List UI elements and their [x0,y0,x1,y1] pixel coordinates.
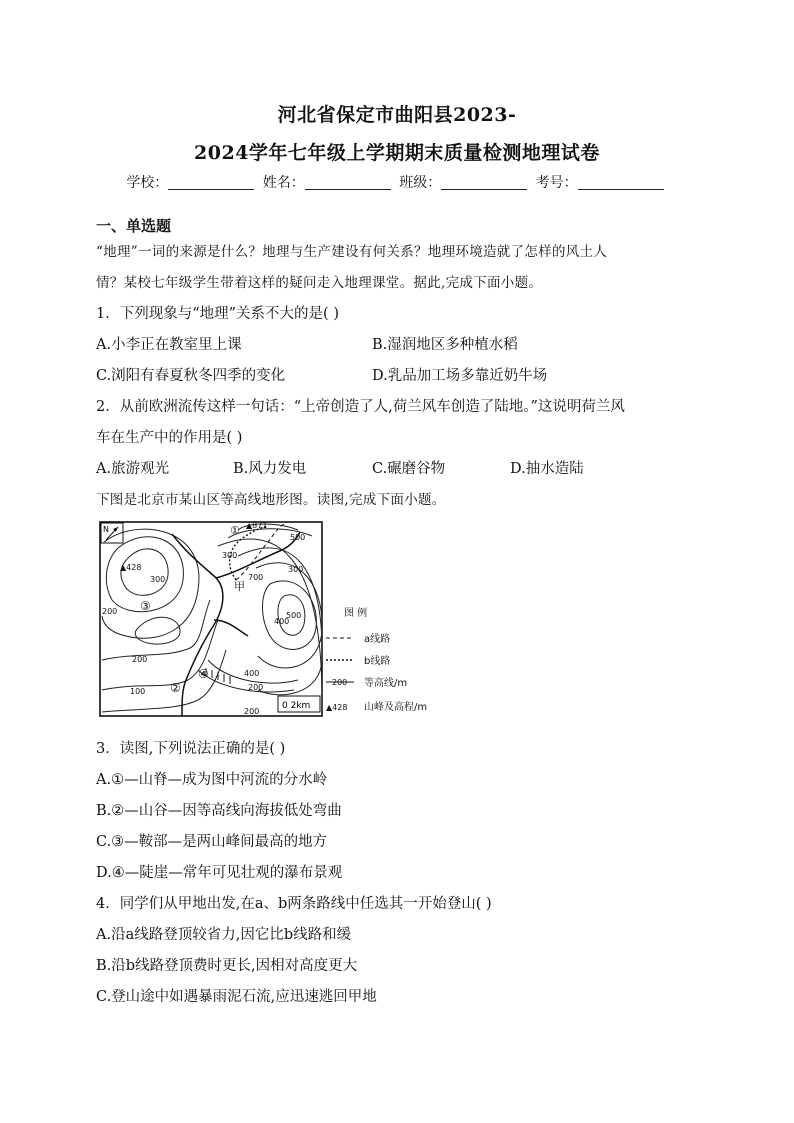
school-blank[interactable] [168,175,254,190]
q3-option-b[interactable]: B.②—山谷—因等高线向海拔低处弯曲 [96,803,342,819]
q1-option-c[interactable]: C.浏阳有春夏秋冬四季的变化 [96,368,286,384]
contour-label-200-left: 200 [102,607,118,616]
q3-stem: 3．读图,下列说法正确的是( ) [96,741,286,757]
contour-label-400b: 400 [274,617,290,626]
exam-no-label: 考号： [535,175,578,191]
q2-stem-line1: 2．从前欧洲流传这样一句话：“上帝创造了人,荷兰风车创造了陆地。”这说明荷兰风 [96,399,625,415]
scale-bar [278,696,320,712]
place-jia: 甲 [234,580,245,593]
scale-label: 0 2km [282,701,311,711]
q4-stem: 4．同学们从甲地出发,在a、b两条路线中任选其一开始登山( ) [96,896,492,912]
contour-label-500-right: 500 [286,611,302,620]
q3-option-a[interactable]: A.①—山脊—成为图中河流的分水岭 [96,772,328,788]
legend-route-b: b线路 [364,656,391,667]
intro-paragraph-line1: “地理”一词的来源是什么？地理与生产建设有何关系？地理环境造就了怎样的风土人 [96,244,608,260]
q1-option-d[interactable]: D.乳品加工场多靠近奶牛场 [372,368,548,384]
school-label: 学校： [126,175,169,191]
contour-label-500-top: 500 [290,533,306,542]
contour-label-300-left: 300 [150,575,166,584]
marker-4: ④ [198,667,209,681]
exam-title-line1: 河北省保定市曲阳县2023- [277,104,517,126]
marker-2: ② [170,681,181,695]
q4-option-c[interactable]: C.登山途中如遇暴雨泥石流,应迅速逃回甲地 [96,989,377,1005]
q2-option-d[interactable]: D.抽水造陆 [510,461,584,477]
q1-stem: 1．下列现象与“地理”关系不大的是( ) [96,306,339,322]
q4-option-b[interactable]: B.沿b线路登顶费时更长,因相对高度更大 [96,958,358,974]
legend-peak-sample: ▲428 [326,703,348,712]
q3-option-c[interactable]: C.③—鞍部—是两山峰间最高的地方 [96,834,328,850]
q4-option-a[interactable]: A.沿a线路登顶较省力,因它比b线路和缓 [96,927,352,943]
exam-title-line2: 2024学年七年级上学期期末质量检测地理试卷 [194,142,600,164]
q1-option-a[interactable]: A.小李正在教室里上课 [96,337,242,353]
marker-3: ③ [140,599,151,613]
legend-contour-sample: 200 [332,678,348,687]
contour-map [98,520,458,720]
peak-label-871: ▲871 [246,521,268,530]
section-heading: 一、单选题 [96,217,172,235]
peak-label-428: ▲428 [120,563,142,572]
contour-label-100: 100 [130,687,146,696]
name-blank[interactable] [305,175,391,190]
student-info-row [0,172,794,192]
map-legend [326,606,427,713]
intro-paragraph-line2: 情？某校七年级学生带着这样的疑问走入地理课堂。据此,完成下面小题。 [96,275,543,291]
class-blank[interactable] [441,175,527,190]
contour-label-300-right: 300 [288,565,304,574]
q3-option-d[interactable]: D.④—陡崖—常年可见壮观的瀑布景观 [96,865,343,881]
contour-label-200d: 200 [248,683,264,692]
contour-label-200-bottom: 200 [132,655,148,664]
legend-contour: 等高线/m [364,678,408,689]
exam-no-blank[interactable] [578,175,664,190]
q1-option-b[interactable]: B.湿润地区多种植水稻 [372,337,518,353]
map-intro: 下图是北京市某山区等高线地形图。读图,完成下面小题。 [96,492,446,508]
cliff-marks [206,668,230,684]
contour-label-300-top: 300 [222,551,238,560]
contour-label-200-right: 200 [244,707,260,716]
name-label: 姓名： [262,175,305,191]
contour-label-400: 400 [244,669,260,678]
legend-route-a: a线路 [364,634,391,645]
north-label: N [103,525,109,534]
q2-option-b[interactable]: B.风力发电 [233,461,307,477]
q2-stem-line2: 车在生产中的作用是( ) [96,430,243,446]
marker-1: ① [230,524,240,537]
q2-option-a[interactable]: A.旅游观光 [96,461,170,477]
legend-title: 图 例 [344,608,368,619]
contour-label-700: 700 [248,573,264,582]
legend-peak: 山峰及高程/m [364,702,428,713]
q2-option-c[interactable]: C.碾磨谷物 [372,461,446,477]
class-label: 班级： [399,175,442,191]
